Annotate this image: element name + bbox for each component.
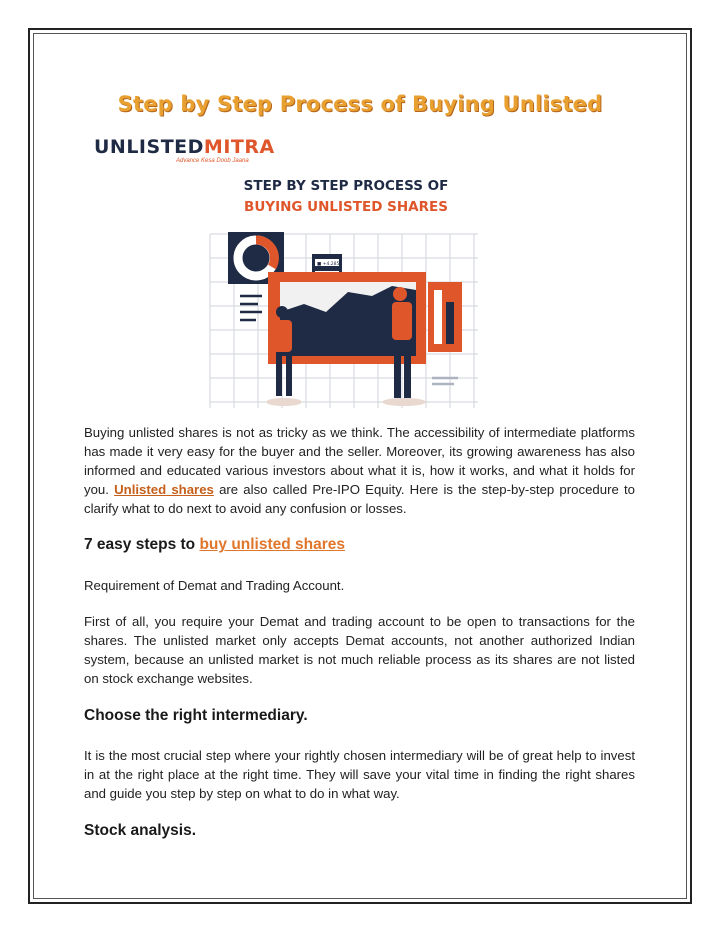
demat-requirement-line: Requirement of Demat and Trading Account. [84,578,345,593]
unlistedmitra-logo [94,130,275,168]
section-heading-intermediary: Choose the right intermediary. [84,707,308,724]
hero-illustration [206,172,486,412]
section-heading-stock-analysis: Stock analysis. [84,822,197,839]
logo-tagline: Advance Kesa Doob Jaana [176,158,249,164]
buy-unlisted-shares-link[interactable]: buy unlisted shares [199,536,346,553]
svg-text:■ +4.285: ■ +4.285 [317,262,340,267]
intermediary-paragraph: It is the most crucial step where your rightly chosen intermediary will be of great help to invest in at the right place at the right time. They will save your vital time in finding the right shares and guide you step by step on what to do in what way. [84,748,635,801]
analytics-dashboard-graphic [206,172,486,412]
document-title: Step by Step Process of Buying Unlisted [117,92,603,116]
logo-wordmark: UNLISTEDMITRA [94,136,275,158]
demat-paragraph: First of all, you require your Demat and trading account to be open to transactions for the shares. The unlisted market only accepts Demat accounts, not another authorized Indian system, because an unlisted market is not much reliable process as its shares are not listed on stock exchange websites. [84,614,635,686]
illustration-heading: STEP BY STEP PROCESS OF BUYING UNLISTED SHARES [243,178,449,215]
unlisted-shares-link[interactable]: Unlisted shares [114,482,214,497]
intro-paragraph: Buying unlisted shares is not as tricky as we think. The accessibility of intermediate platforms has made it very easy for the buyer and the seller. Moreover, its growing awareness has also informed and educated various investors about what it is, how it works, and what it holds for you. Unlisted shares are also called Pre-IPO Equity. Here is the step-by-step procedure to clarify what to do next to avoid any confusion or losses. [84,425,636,516]
section-heading-seven-steps: 7 easy steps to buy unlisted shares [84,536,346,553]
